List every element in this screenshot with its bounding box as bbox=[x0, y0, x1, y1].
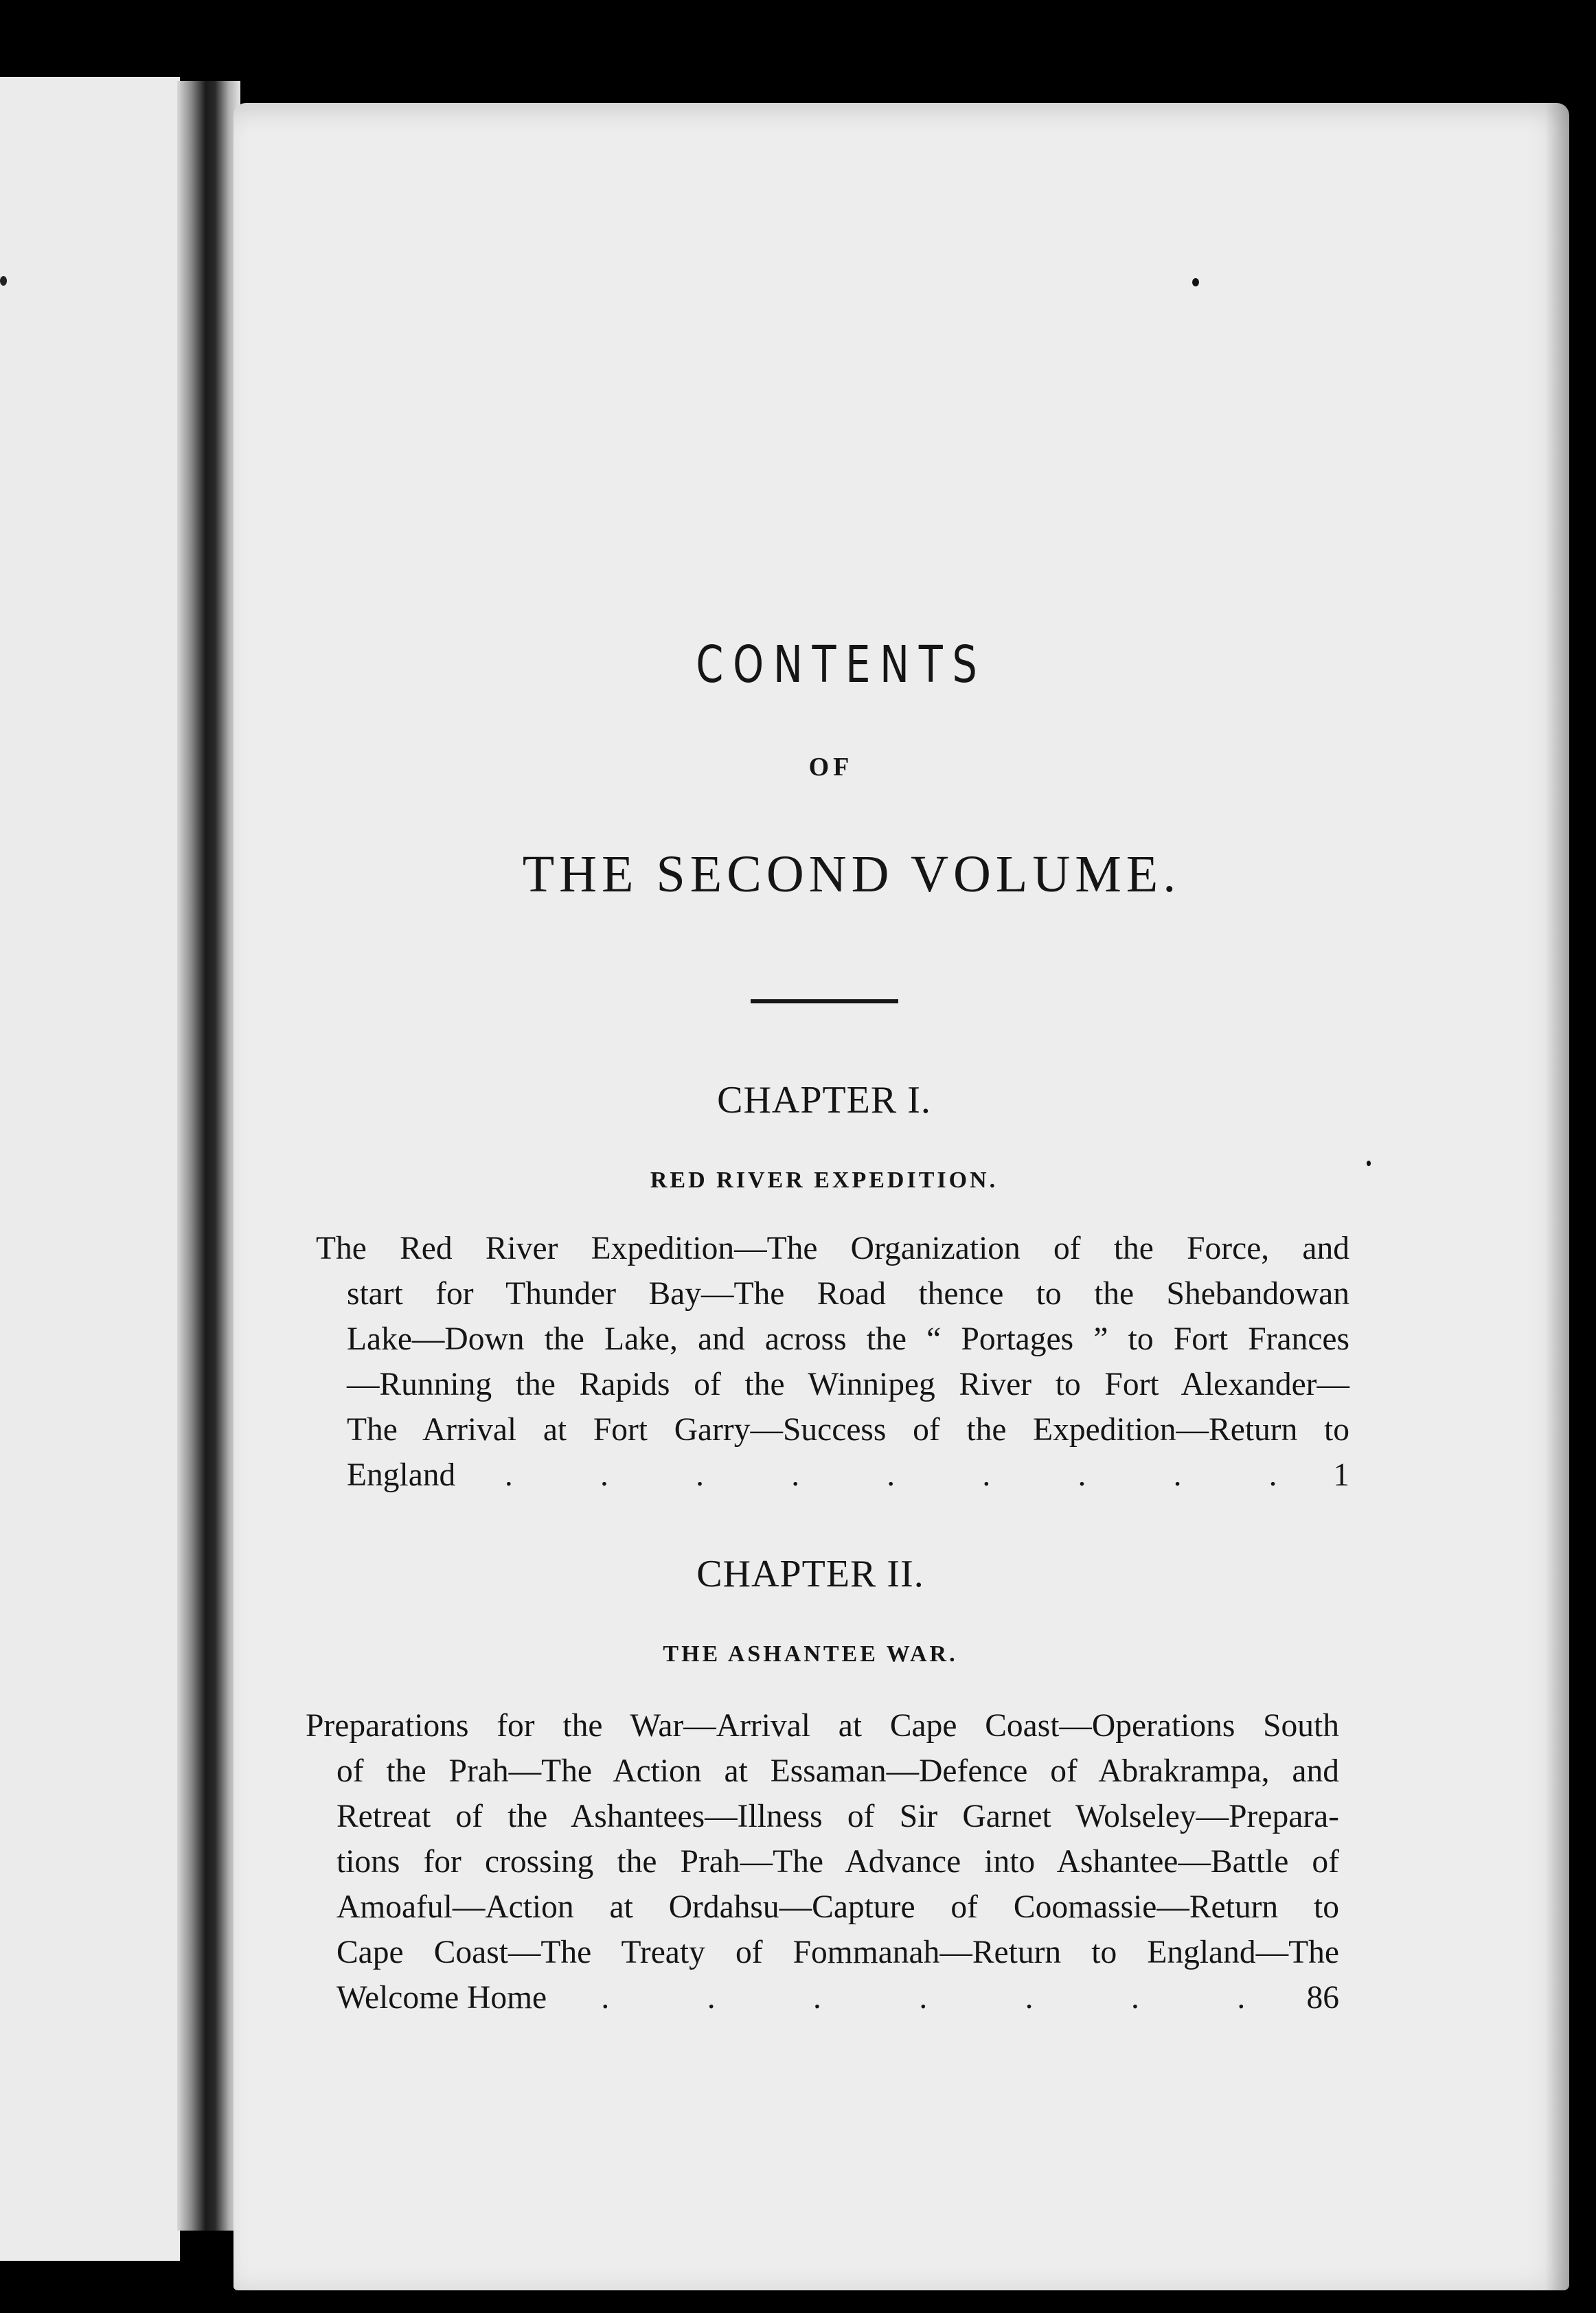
title-rule bbox=[751, 999, 898, 1003]
summary-line: Retreat of the Ashantees—Illness of Sir Garnet Wolseley—Prepara- bbox=[337, 1799, 1339, 1834]
summary-line: start for Thunder Bay—The Road thence to the Shebandowan bbox=[347, 1276, 1349, 1312]
of-label: OF bbox=[808, 753, 854, 782]
ink-speck bbox=[1367, 1161, 1371, 1166]
dot-leader: . . . . . . . bbox=[601, 1980, 1246, 2016]
summary-last-line bbox=[347, 1452, 1349, 1498]
summary-last-line bbox=[337, 1975, 1339, 2020]
volume-title: THE SECOND VOLUME. bbox=[522, 845, 1181, 903]
summary-line: Amoaful—Action at Ordahsu—Capture of Coomassie—Return to bbox=[337, 1889, 1339, 1925]
book-gutter bbox=[177, 81, 240, 2231]
chapter-2-heading: CHAPTER II. bbox=[696, 1553, 924, 1595]
summary-line: tions for crossing the Prah—The Advance into Ashantee—Battle of bbox=[337, 1844, 1339, 1880]
page-edge-shadow bbox=[1545, 103, 1573, 2290]
summary-line: The Red River Expedition—The Organization of the Force, and bbox=[316, 1231, 1349, 1266]
chapter-1-page-number: 1 bbox=[1333, 1457, 1349, 1493]
ink-speck bbox=[1192, 278, 1199, 286]
chapter-2-summary bbox=[306, 1703, 1339, 2020]
summary-line: Cape Coast—The Treaty of Fommanah—Return to England—The bbox=[337, 1935, 1339, 1970]
chapter-1-subject: RED RIVER EXPEDITION. bbox=[650, 1167, 999, 1193]
chapter-1-heading: CHAPTER I. bbox=[717, 1079, 931, 1121]
summary-line: Lake—Down the Lake, and across the “ Portages ” to Fort Frances bbox=[347, 1321, 1349, 1357]
summary-line: Preparations for the War—Arrival at Cape Coast—Operations South bbox=[306, 1708, 1339, 1744]
contents-title: CONTENTS bbox=[696, 635, 987, 694]
summary-line-end: England bbox=[347, 1457, 456, 1493]
summary-line: of the Prah—The Action at Essaman—Defence of Abrakrampa, and bbox=[337, 1753, 1339, 1789]
summary-line: —Running the Rapids of the Winnipeg River to Fort Alexander— bbox=[347, 1367, 1349, 1402]
left-page-edge bbox=[0, 77, 180, 2261]
summary-line-end: Welcome Home bbox=[337, 1980, 547, 2016]
chapter-1-summary bbox=[316, 1226, 1349, 1498]
chapter-2-subject: THE ASHANTEE WAR. bbox=[663, 1641, 958, 1667]
ink-speck bbox=[0, 276, 7, 286]
summary-line: The Arrival at Fort Garry—Success of the Expedition—Return to bbox=[347, 1412, 1349, 1448]
chapter-2-page-number: 86 bbox=[1306, 1980, 1339, 2016]
dot-leader: . . . . . . . . . bbox=[504, 1457, 1277, 1493]
